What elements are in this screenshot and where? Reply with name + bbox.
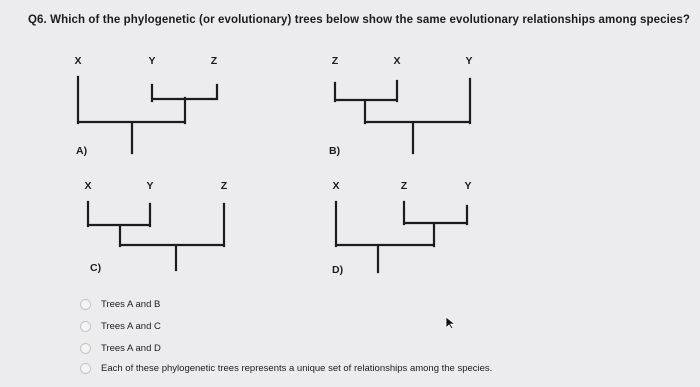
tree-b-tip-1: Z (331, 55, 339, 67)
tree-c-label: C) (90, 262, 102, 274)
tree-b-branches (315, 55, 495, 160)
option-a-and-d[interactable] (80, 340, 161, 356)
radio-button-icon[interactable] (80, 321, 91, 332)
option-label: Trees A and D (101, 342, 161, 354)
tree-b (315, 55, 495, 160)
option-a-and-c[interactable] (80, 318, 161, 334)
tree-a-tip-3: Z (210, 55, 218, 67)
arrow-cursor-icon (445, 316, 457, 335)
tree-d-tip-1: X (332, 180, 340, 192)
radio-button-icon[interactable] (80, 363, 91, 374)
tree-a-tip-2: Y (148, 55, 156, 67)
tree-c-tip-2: Y (146, 180, 154, 192)
tree-b-tip-2: X (393, 55, 401, 67)
option-a-and-b[interactable] (80, 296, 160, 312)
option-label: Trees A and B (101, 298, 161, 310)
tree-b-label: B) (329, 145, 341, 157)
tree-d-tip-3: Y (464, 180, 472, 192)
tree-d-label: D) (332, 264, 344, 276)
tree-d-tip-2: Z (400, 180, 408, 192)
question-text: Q6. Which of the phylogenetic (or evolutionary) trees below show the same evolutionary relationships among species? (28, 14, 691, 26)
option-unique[interactable] (80, 360, 492, 376)
tree-d (316, 180, 491, 290)
tree-a-label: A) (76, 145, 88, 157)
radio-button-icon[interactable] (80, 299, 91, 310)
tree-c-tip-1: X (84, 180, 92, 192)
radio-button-icon[interactable] (80, 343, 91, 354)
tree-c-tip-3: Z (220, 180, 228, 192)
option-label: Trees A and C (101, 320, 161, 332)
tree-b-tip-3: Y (465, 55, 473, 67)
tree-a-tip-1: X (74, 55, 82, 67)
tree-a (60, 55, 240, 160)
option-label: Each of these phylogenetic trees represents a unique set of relationships among the species. (101, 362, 493, 374)
tree-c (68, 180, 238, 290)
